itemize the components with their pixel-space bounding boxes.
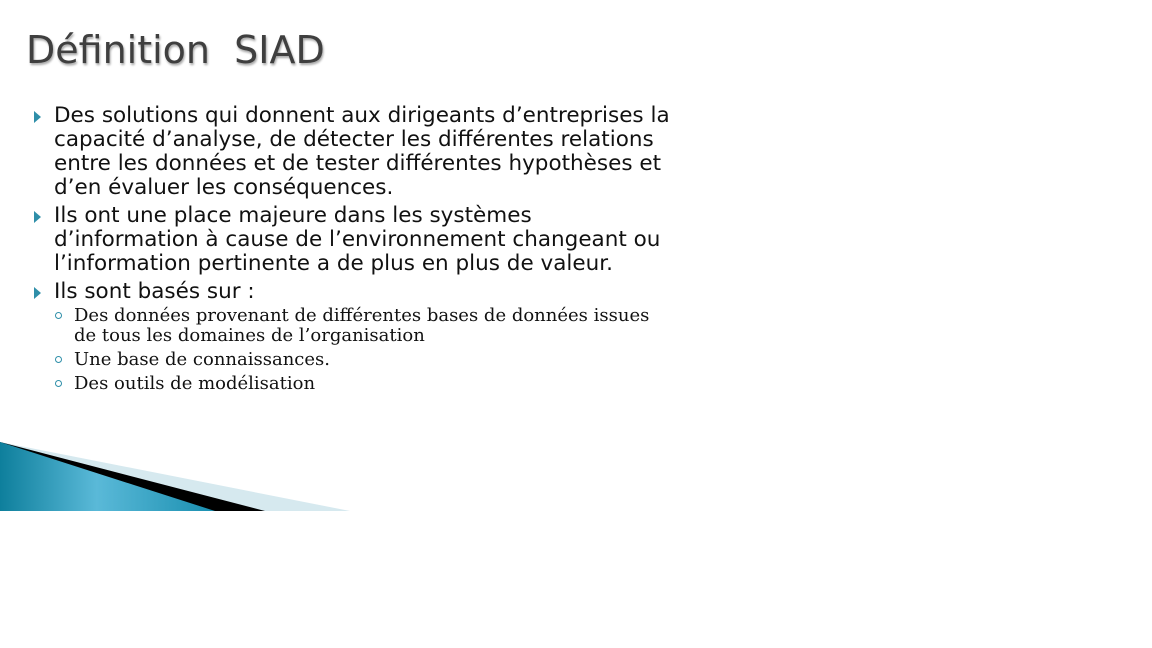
circle-bullet-icon: [55, 356, 62, 363]
slide-content: [30, 104, 670, 398]
triangle-right-bullet-icon: [34, 111, 41, 123]
triangle-right-bullet-icon: [34, 211, 41, 223]
bullet-text: Ils ont une place majeure dans les systèmes d’information à cause de l’environnement changeant ou l’information pertinente a de plus en plus de valeur.: [54, 203, 661, 276]
bullet-item: [30, 280, 670, 394]
bullet-text: Des solutions qui donnent aux dirigeants d’entreprises la capacité d’analyse, de détecter les différentes relations entre les données et de tester différentes hypothèses et d’en évaluer les conséquences.: [54, 103, 670, 200]
circle-bullet-icon: [55, 380, 62, 387]
corner-swoosh-decoration: [0, 440, 360, 512]
sub-bullet-item: [54, 350, 670, 370]
bullet-list: [30, 104, 670, 394]
sub-bullet-item: [54, 374, 670, 394]
slide-title: Définition SIAD: [26, 28, 325, 72]
sub-bullet-text: Des outils de modélisation: [74, 373, 316, 394]
sub-bullet-text: Des données provenant de différentes bases de données issues de tous les domaines de l’organisation: [74, 305, 650, 346]
triangle-right-bullet-icon: [34, 287, 41, 299]
sub-bullet-item: [54, 306, 670, 346]
bullet-text: Ils sont basés sur :: [54, 279, 255, 304]
bullet-item: [30, 104, 670, 200]
circle-bullet-icon: [55, 312, 62, 319]
sub-bullet-list: [54, 306, 670, 394]
bullet-item: [30, 204, 670, 276]
sub-bullet-text: Une base de connaissances.: [74, 349, 330, 370]
